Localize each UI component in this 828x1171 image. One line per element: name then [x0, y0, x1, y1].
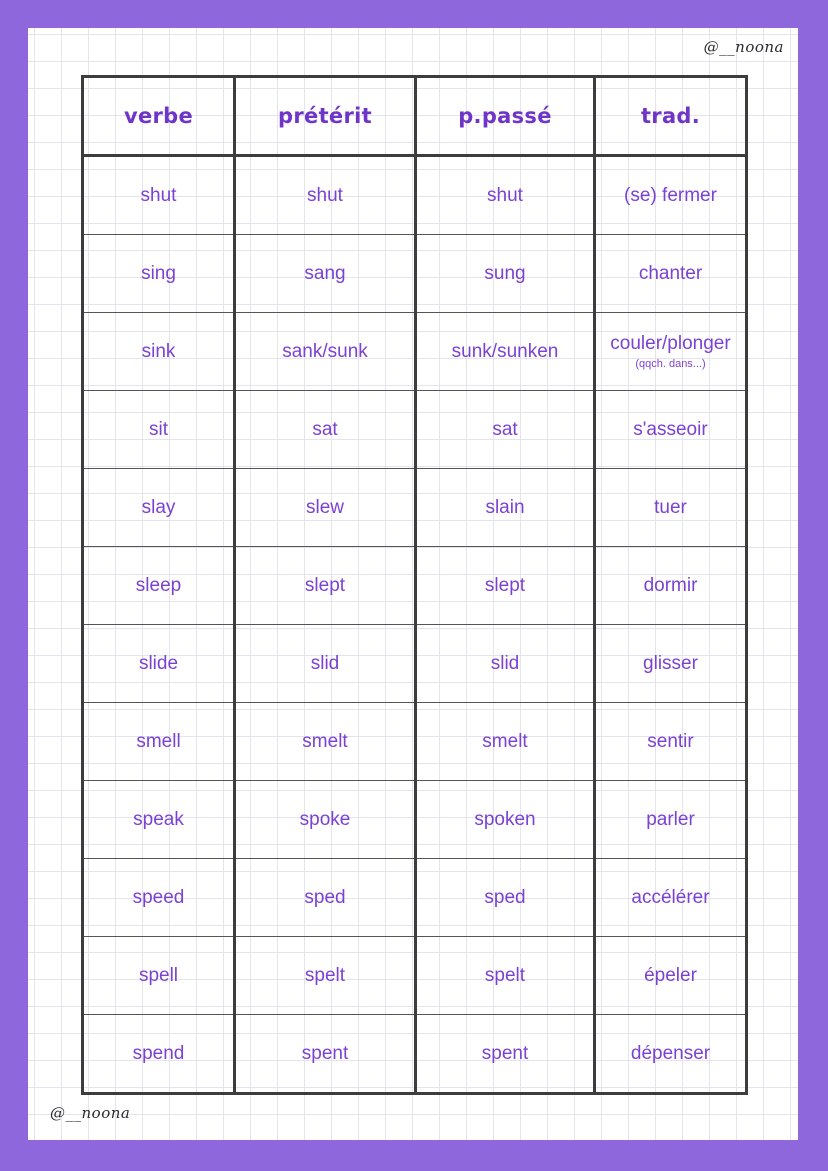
table-row [83, 1015, 747, 1094]
cell-preterit: spelt [235, 937, 416, 1015]
table-row [83, 625, 747, 703]
cell-participe-passe: sat [416, 391, 595, 469]
table-row [83, 313, 747, 391]
cell-preterit: spoke [235, 781, 416, 859]
cell-participe-passe: slid [416, 625, 595, 703]
cell-participe-passe: slain [416, 469, 595, 547]
cell-traduction: parler [595, 781, 747, 859]
cell-preterit: sped [235, 859, 416, 937]
table-row [83, 391, 747, 469]
cell-preterit: sang [235, 235, 416, 313]
header-verbe: verbe [83, 77, 235, 156]
cell-verbe: speak [83, 781, 235, 859]
table-row [83, 937, 747, 1015]
cell-verbe: slide [83, 625, 235, 703]
cell-participe-passe: spent [416, 1015, 595, 1094]
cell-participe-passe: shut [416, 156, 595, 235]
cell-verbe: slay [83, 469, 235, 547]
watermark-top: @__noona [703, 38, 784, 56]
traduction-text: couler/plonger [610, 333, 731, 354]
table-row [83, 547, 747, 625]
cell-preterit: spent [235, 1015, 416, 1094]
cell-traduction: (se) fermer [595, 156, 747, 235]
cell-participe-passe: sunk/sunken [416, 313, 595, 391]
table-row [83, 859, 747, 937]
cell-traduction: s'asseoir [595, 391, 747, 469]
header-traduction: trad. [595, 77, 747, 156]
cell-verbe: sing [83, 235, 235, 313]
cell-preterit: sank/sunk [235, 313, 416, 391]
header-participe-passe: p.passé [416, 77, 595, 156]
cell-traduction: dormir [595, 547, 747, 625]
cell-preterit: slew [235, 469, 416, 547]
cell-participe-passe: spelt [416, 937, 595, 1015]
cell-traduction: sentir [595, 703, 747, 781]
cell-traduction: chanter [595, 235, 747, 313]
cell-traduction: épeler [595, 937, 747, 1015]
cell-traduction: dépenser [595, 1015, 747, 1094]
cell-verbe: speed [83, 859, 235, 937]
cell-traduction: accélérer [595, 859, 747, 937]
cell-participe-passe: smelt [416, 703, 595, 781]
table-row [83, 235, 747, 313]
cell-participe-passe: sped [416, 859, 595, 937]
table-row [83, 469, 747, 547]
cell-traduction: tuer [595, 469, 747, 547]
cell-verbe: sleep [83, 547, 235, 625]
cell-participe-passe: spoken [416, 781, 595, 859]
watermark-bottom: @__noona [50, 1104, 131, 1122]
cell-verbe: spend [132, 1042, 185, 1064]
cell-verbe: smell [83, 703, 235, 781]
table-row [83, 703, 747, 781]
cell-preterit: slept [235, 547, 416, 625]
cell-verbe: sit [83, 391, 235, 469]
cell-verbe: sink [83, 313, 235, 391]
worksheet [28, 28, 798, 1140]
cell-verbe: spell [83, 937, 235, 1015]
cell-traduction: glisser [595, 625, 747, 703]
cell-preterit: shut [235, 156, 416, 235]
cell-participe-passe: slept [416, 547, 595, 625]
header-row [83, 77, 747, 156]
cell-preterit: slid [235, 625, 416, 703]
cell-verbe: shut [83, 156, 235, 235]
table-row [83, 781, 747, 859]
cell-preterit: smelt [235, 703, 416, 781]
cell-traduction [595, 313, 747, 391]
irregular-verbs-table [81, 75, 748, 1095]
cell-preterit: sat [235, 391, 416, 469]
cell-participe-passe: sung [416, 235, 595, 313]
table-row [83, 156, 747, 235]
traduction-note: (qqch. dans...) [635, 358, 706, 370]
header-preterit: prétérit [235, 77, 416, 156]
